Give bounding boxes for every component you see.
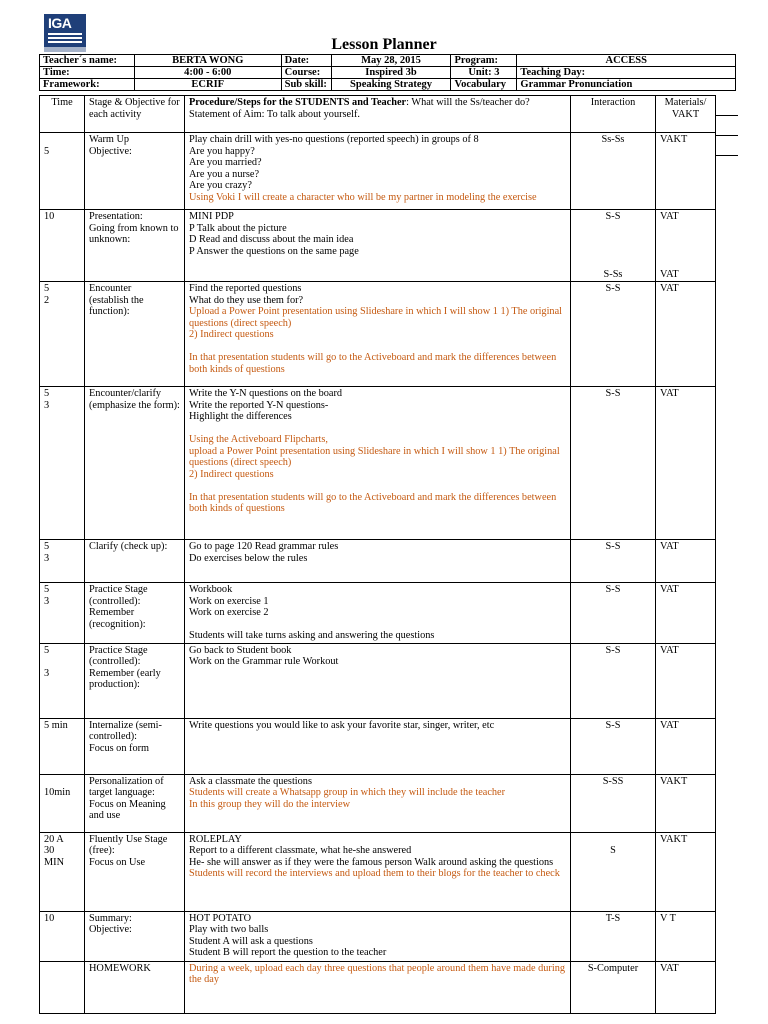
stage-cell	[85, 210, 185, 282]
time-cell	[40, 133, 85, 210]
time-cell-line: 2	[44, 294, 50, 306]
time-cell-line: 5	[44, 584, 50, 595]
grammar-label: Grammar Pronunciation	[517, 79, 736, 91]
lesson-row	[40, 643, 716, 718]
procedure-cell-line: In this group they will do the interview	[189, 798, 351, 810]
interaction-cell-line	[575, 246, 651, 258]
lesson-row	[40, 774, 716, 832]
stage-cell	[85, 133, 185, 210]
stage-cell-line: Focus on form	[89, 742, 150, 754]
procedure-cell-line: Are you crazy?	[189, 180, 252, 191]
procedure-cell	[185, 961, 571, 1013]
procedure-cell-line: Work on exercise 2	[189, 607, 269, 618]
stage-cell	[85, 583, 185, 644]
subskill-label: Sub skill:	[281, 79, 331, 91]
lesson-row	[40, 210, 716, 282]
materials-cell	[656, 133, 716, 210]
procedure-cell	[185, 643, 571, 718]
interaction-cell	[571, 643, 656, 718]
materials-cell-line: VAKT	[660, 134, 688, 145]
time-cell-line: 30	[44, 845, 55, 856]
time-cell-line: 10	[44, 912, 55, 924]
procedure-cell-line: D Read and discuss about the main idea	[189, 234, 354, 245]
lesson-row	[40, 133, 716, 210]
interaction-cell-line: S-S	[605, 283, 621, 294]
stage-cell-line: Fluently Use Stage (free):	[89, 833, 168, 856]
procedure-cell	[185, 718, 571, 774]
time-cell	[40, 210, 85, 282]
procedure-cell-line: Using the Activeboard Flipcharts,	[189, 434, 328, 445]
interaction-cell	[571, 911, 656, 961]
materials-cell	[656, 540, 716, 583]
subskill-value: Speaking Strategy	[331, 79, 451, 91]
time-cell	[40, 540, 85, 583]
time-cell	[40, 961, 85, 1013]
procedure-cell-line: Work on the Grammar rule Workout	[189, 656, 339, 667]
materials-cell-line: VAT	[660, 388, 679, 399]
procedure-cell-line: Using Voki I will create a character who will be my partner in modeling the exercise	[189, 191, 537, 203]
stage-cell	[85, 643, 185, 718]
lesson-row	[40, 387, 716, 540]
time-cell-line: 5	[44, 541, 50, 552]
materials-cell-line	[660, 234, 711, 246]
header-table	[39, 54, 736, 91]
materials-cell	[656, 583, 716, 644]
interaction-cell-line	[575, 223, 651, 235]
margin-lines	[716, 115, 738, 157]
procedure-cell-line: MINI PDP	[189, 211, 234, 222]
interaction-cell	[571, 387, 656, 540]
date-label: Date:	[281, 55, 331, 67]
lesson-row	[40, 832, 716, 911]
materials-cell	[656, 387, 716, 540]
materials-cell-line: VAKT	[660, 775, 688, 787]
interaction-cell	[571, 774, 656, 832]
time-cell-line: 20 A	[44, 833, 64, 845]
procedure-cell-line: He- she will answer as if they were the famous person Walk around asking the questions	[189, 856, 554, 868]
procedure-cell-line: Are you married?	[189, 157, 262, 168]
materials-cell	[656, 718, 716, 774]
stage-cell-line: Encounter	[89, 283, 132, 294]
stage-cell-line: Presentation:	[89, 211, 143, 222]
procedure-cell-line: Go back to Student book	[189, 644, 292, 656]
procedure-cell-line	[189, 341, 566, 353]
interaction-cell-line: S-Computer	[587, 962, 639, 974]
stage-cell-line: Focus on Use	[89, 856, 146, 868]
framework-label: Framework:	[40, 79, 135, 91]
procedure-cell-line: Write the reported Y-N questions-	[189, 399, 329, 411]
lesson-table-header	[40, 96, 716, 133]
time-cell-line	[44, 134, 80, 146]
interaction-cell-line: S-S	[605, 644, 621, 656]
interaction-cell-line: S-S	[605, 584, 621, 595]
procedure-cell-line: Upload a Power Point presentation using Slideshare in which I will show 1 1) The original questions (direct speech)	[189, 306, 563, 329]
procedure-cell	[185, 832, 571, 911]
stage-cell	[85, 961, 185, 1013]
time-cell-line: 5 min	[44, 719, 68, 731]
materials-cell-line: VAT	[660, 644, 679, 656]
materials-cell-line: VAT	[660, 268, 679, 280]
stage-cell-line: Encounter/clarify (emphasize the form):	[89, 388, 180, 411]
stage-cell-line: Going from known to unknown:	[89, 222, 179, 245]
time-cell-line: MIN	[44, 856, 65, 868]
materials-cell-line: VAT	[660, 283, 679, 294]
date-value: May 28, 2015	[331, 55, 451, 67]
procedure-cell-line: During a week, upload each day three questions that people around them have made during the day	[189, 962, 565, 985]
time-cell-line: 5	[44, 145, 50, 157]
time-value: 4:00 - 6:00	[134, 67, 281, 79]
time-cell-line: 3	[44, 399, 50, 411]
program-value: ACCESS	[517, 55, 736, 67]
time-cell	[40, 832, 85, 911]
materials-cell-line: VAT	[660, 584, 679, 595]
logo-text: IGA	[48, 15, 72, 31]
interaction-cell	[571, 210, 656, 282]
interaction-cell	[571, 133, 656, 210]
procedure-cell-line: In that presentation students will go to the Activeboard and mark the differences between both kinds of questions	[189, 491, 557, 514]
stage-cell-line: (establish the function):	[89, 294, 144, 317]
stage-cell-line: Remember (recognition):	[89, 607, 146, 630]
stage-cell-line: Warm Up	[89, 134, 130, 145]
materials-cell-line	[660, 257, 711, 269]
time-cell-line	[44, 656, 80, 668]
materials-cell-line: VAT	[660, 962, 679, 974]
procedure-cell-line: Play with two balls	[189, 924, 269, 935]
procedure-cell-line: ROLEPLAY	[189, 833, 242, 845]
interaction-cell	[571, 718, 656, 774]
col-time: Time	[40, 96, 85, 133]
time-cell	[40, 718, 85, 774]
procedure-cell-line: Do exercises below the rules	[189, 552, 308, 564]
materials-cell-line	[660, 246, 711, 258]
interaction-cell	[571, 282, 656, 387]
time-cell-line: 10min	[44, 787, 71, 798]
col-procedure-bold: Procedure/Steps for the STUDENTS and Teacher	[189, 97, 407, 108]
procedure-cell-line: 2) Indirect questions	[189, 329, 274, 340]
procedure-cell-line: Write questions you would like to ask your favorite star, singer, writer, etc	[189, 719, 495, 731]
interaction-cell-line: S-S	[605, 211, 621, 222]
lesson-row	[40, 282, 716, 387]
materials-cell	[656, 210, 716, 282]
time-cell-line: 5	[44, 283, 50, 294]
lesson-row	[40, 540, 716, 583]
lesson-rows	[40, 133, 716, 1014]
stage-cell-line: Objective:	[89, 145, 132, 157]
time-cell-line: 5	[44, 388, 50, 399]
materials-cell-line: VAT	[660, 719, 679, 731]
procedure-cell-line: P Answer the questions on the same page	[189, 245, 359, 257]
procedure-cell-line: Go to page 120 Read grammar rules	[189, 541, 339, 552]
procedure-cell-line: 2) Indirect questions	[189, 468, 274, 480]
procedure-cell-line: Students will record the interviews and upload them to their blogs for the teacher to check	[189, 868, 560, 879]
procedure-cell-line: In that presentation students will go to the Activeboard and mark the differences between both kinds of questions	[189, 352, 557, 375]
time-cell	[40, 911, 85, 961]
procedure-cell-line: upload a Power Point presentation using Slideshare in which I will show 1 1) The original questions (direct speech)	[189, 445, 560, 468]
procedure-cell-line	[189, 423, 566, 435]
statement-of-aim: Statement of Aim: To talk about yourself.	[189, 108, 360, 120]
procedure-cell-line: Highlight the differences	[189, 411, 292, 422]
interaction-cell-line: S-Ss	[603, 268, 623, 280]
materials-cell-line: VAT	[660, 541, 679, 552]
interaction-cell	[571, 832, 656, 911]
procedure-cell-line: Workbook	[189, 584, 233, 595]
procedure-cell-line: Work on exercise 1	[189, 595, 269, 607]
time-label: Time:	[40, 67, 135, 79]
stage-cell	[85, 718, 185, 774]
time-cell-line	[44, 776, 80, 788]
interaction-cell	[571, 583, 656, 644]
stage-cell-line: Practice Stage (controlled):	[89, 584, 148, 607]
procedure-cell-line: Student B will report the question to the teacher	[189, 947, 387, 958]
procedure-cell	[185, 133, 571, 210]
procedure-cell-line: Are you happy?	[189, 145, 255, 157]
interaction-cell-line	[575, 234, 651, 246]
col-stage: Stage & Objective for each activity	[85, 96, 185, 133]
procedure-cell	[185, 583, 571, 644]
time-cell-line: 3	[44, 667, 50, 679]
procedure-cell-line	[189, 619, 566, 631]
procedure-cell-line: Are you a nurse?	[189, 168, 260, 180]
stage-cell-line: Clarify (check up):	[89, 541, 168, 552]
interaction-cell-line: S-S	[605, 541, 621, 552]
time-cell-line: 10	[44, 211, 55, 222]
stage-cell-line: Focus on Meaning and use	[89, 798, 166, 821]
procedure-cell-line: Find the reported questions	[189, 283, 302, 294]
stage-cell-line: Summary:	[89, 912, 132, 924]
interaction-cell	[571, 540, 656, 583]
materials-cell-line: V T	[660, 912, 676, 924]
time-cell	[40, 774, 85, 832]
materials-cell	[656, 832, 716, 911]
interaction-cell-line: T-S	[605, 912, 621, 924]
stage-cell	[85, 832, 185, 911]
interaction-cell-line: S-S	[605, 719, 621, 731]
procedure-cell-line: Students will take turns asking and answering the questions	[189, 630, 435, 641]
procedure-cell	[185, 210, 571, 282]
procedure-cell-line: What do they use them for?	[189, 294, 304, 306]
interaction-cell-line: S	[610, 845, 616, 856]
col-procedure	[185, 96, 571, 133]
procedure-cell	[185, 387, 571, 540]
procedure-cell-line: HOT POTATO	[189, 912, 252, 924]
procedure-cell-line: Play chain drill with yes-no questions (reported speech) in groups of 8	[189, 134, 479, 145]
lesson-row	[40, 583, 716, 644]
unit-label: Unit: 3	[451, 67, 517, 79]
procedure-cell-line: Report to a different classmate, what he-she answered	[189, 845, 412, 856]
col-interaction: Interaction	[571, 96, 656, 133]
procedure-cell-line: Ask a classmate the questions	[189, 775, 312, 787]
stage-cell-line: HOMEWORK	[89, 962, 151, 974]
program-label: Program:	[451, 55, 517, 67]
materials-cell	[656, 961, 716, 1013]
stage-cell-line: Practice Stage (controlled):	[89, 644, 148, 667]
stage-cell	[85, 282, 185, 387]
stage-cell-line: Remember (early production):	[89, 667, 161, 690]
materials-cell-line	[660, 223, 711, 235]
time-cell-line	[44, 963, 80, 975]
stage-cell	[85, 387, 185, 540]
teacher-label: Teacher´s name:	[40, 55, 135, 67]
time-cell-line: 3	[44, 595, 50, 607]
procedure-cell	[185, 540, 571, 583]
col-procedure-rest: : What will the Ss/teacher do?	[406, 97, 530, 108]
materials-cell-line: VAT	[660, 211, 679, 222]
materials-cell	[656, 911, 716, 961]
time-cell	[40, 583, 85, 644]
procedure-cell-line: P Talk about the picture	[189, 222, 287, 234]
interaction-cell	[571, 961, 656, 1013]
interaction-cell-line: S-SS	[602, 775, 624, 787]
course-value: Inspired 3b	[331, 67, 451, 79]
procedure-cell	[185, 774, 571, 832]
procedure-cell-line: Write the Y-N questions on the board	[189, 388, 343, 399]
time-cell	[40, 387, 85, 540]
col-materials: Materials/ VAKT	[656, 96, 716, 133]
lesson-table	[39, 95, 716, 1014]
materials-cell	[656, 774, 716, 832]
stage-cell	[85, 911, 185, 961]
lesson-row	[40, 961, 716, 1013]
teaching-day-label: Teaching Day:	[517, 67, 736, 79]
stage-cell-line: Internalize (semi-controlled):	[89, 719, 162, 742]
materials-cell	[656, 643, 716, 718]
course-label: Course:	[281, 67, 331, 79]
stage-cell-line: Objective:	[89, 924, 132, 935]
time-cell	[40, 643, 85, 718]
stage-cell	[85, 540, 185, 583]
stage-cell	[85, 774, 185, 832]
interaction-cell-line: S-S	[605, 388, 621, 399]
time-cell-line: 5	[44, 644, 50, 656]
materials-cell	[656, 282, 716, 387]
procedure-cell-line: Students will create a Whatsapp group in which they will include the teacher	[189, 787, 506, 798]
interaction-cell-line: Ss-Ss	[601, 134, 625, 145]
materials-cell-line: VAKT	[660, 833, 688, 845]
procedure-cell-line	[189, 480, 566, 492]
lesson-row	[40, 911, 716, 961]
procedure-cell-line: Student A will ask a questions	[189, 935, 313, 947]
vocabulary-label: Vocabulary	[451, 79, 517, 91]
interaction-cell-line	[575, 257, 651, 269]
stage-cell-line: Personalization of target language:	[89, 775, 164, 798]
framework-value: ECRIF	[134, 79, 281, 91]
interaction-cell-line	[575, 834, 651, 846]
page-title: Lesson Planner	[331, 36, 437, 53]
time-cell-line: 3	[44, 552, 50, 564]
procedure-cell	[185, 282, 571, 387]
time-cell	[40, 282, 85, 387]
teacher-value: BERTA WONG	[134, 55, 281, 67]
procedure-cell	[185, 911, 571, 961]
lesson-row	[40, 718, 716, 774]
